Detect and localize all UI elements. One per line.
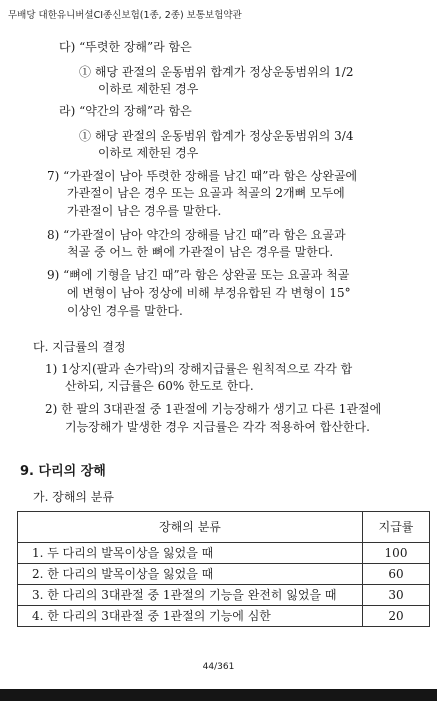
item-9-line-3: 이상인 경우를 말한다. xyxy=(67,304,183,318)
row-classification: 1. 두 다리의 발목이상을 잃었을 때 xyxy=(18,543,363,564)
clause-ra-title: 라) “약간의 장해”라 함은 xyxy=(59,104,192,118)
item-7-line-2: 가관절이 남은 경우 또는 요골과 척골의 2개뼈 모두에 xyxy=(67,186,345,200)
viewer-bottom-bar xyxy=(0,689,437,701)
row-rate: 30 xyxy=(363,585,430,606)
row-classification: 4. 한 다리의 3대관절 중 1관절의 기능에 심한 xyxy=(18,606,363,627)
subsection-payment-rate: 다. 지급률의 결정 xyxy=(33,340,126,354)
rate-item-2-line-2: 기능장해가 발생한 경우 지급률은 각각 적용하여 합산한다. xyxy=(65,420,370,434)
header-rate: 지급률 xyxy=(363,512,430,543)
table-row xyxy=(18,606,430,627)
row-rate: 100 xyxy=(363,543,430,564)
item-9-line-2: 에 변형이 남아 정상에 비해 부정유합된 각 변형이 15° xyxy=(67,286,351,300)
clause-ra-item-1: ① 해당 관절의 운동범위 합계가 정상운동범위의 3/4 xyxy=(79,129,354,143)
section-title: 9. 다리의 장해 xyxy=(20,464,106,479)
clause-ra-item-1-cont: 이하로 제한된 경우 xyxy=(98,146,199,160)
item-7-line-1: 7) “가관절이 남아 뚜렷한 장해를 남긴 때”라 함은 상완골에 xyxy=(47,169,358,183)
table-row xyxy=(18,585,430,606)
item-7-line-3: 가관절이 남은 경우를 말한다. xyxy=(67,204,222,218)
row-rate: 20 xyxy=(363,606,430,627)
subsection-title: 가. 장해의 분류 xyxy=(33,490,114,504)
row-rate: 60 xyxy=(363,564,430,585)
table-row xyxy=(18,564,430,585)
disability-table xyxy=(17,511,430,627)
clause-da-title: 다) “뚜렷한 장해”라 함은 xyxy=(59,40,192,54)
page-number: 44/361 xyxy=(202,662,235,672)
clause-da-item-1: ① 해당 관절의 운동범위 합계가 정상운동범위의 1/2 xyxy=(79,65,354,79)
clause-da-item-1-cont: 이하로 제한된 경우 xyxy=(98,82,199,96)
rate-item-1-line-1: 1) 1상지(팔과 손가락)의 장해지급률은 원칙적으로 각각 합 xyxy=(45,362,353,376)
row-classification: 2. 한 다리의 발목이상을 잃었을 때 xyxy=(18,564,363,585)
item-8-line-2: 척골 중 어느 한 뼈에 가관절이 남은 경우를 말한다. xyxy=(67,245,334,259)
table-row xyxy=(18,543,430,564)
rate-item-1-line-2: 산하되, 지급률은 60% 한도로 한다. xyxy=(65,379,254,393)
item-9-line-1: 9) “뼈에 기형을 남긴 때”라 함은 상완골 또는 요골과 척골 xyxy=(47,268,350,282)
item-8-line-1: 8) “가관절이 남아 약간의 장해를 남긴 때”라 함은 요골과 xyxy=(47,228,346,242)
table-header-row xyxy=(18,512,430,543)
header-classification: 장해의 분류 xyxy=(18,512,363,543)
rate-item-2-line-1: 2) 한 팔의 3대관절 중 1관절에 기능장해가 생기고 다른 1관절에 xyxy=(45,402,382,416)
row-classification: 3. 한 다리의 3대관절 중 1관절의 기능을 완전히 잃었을 때 xyxy=(18,585,363,606)
document-header: 무배당 대한유니버셜CI종신보험(1종, 2종) 보통보험약관 xyxy=(8,10,242,21)
